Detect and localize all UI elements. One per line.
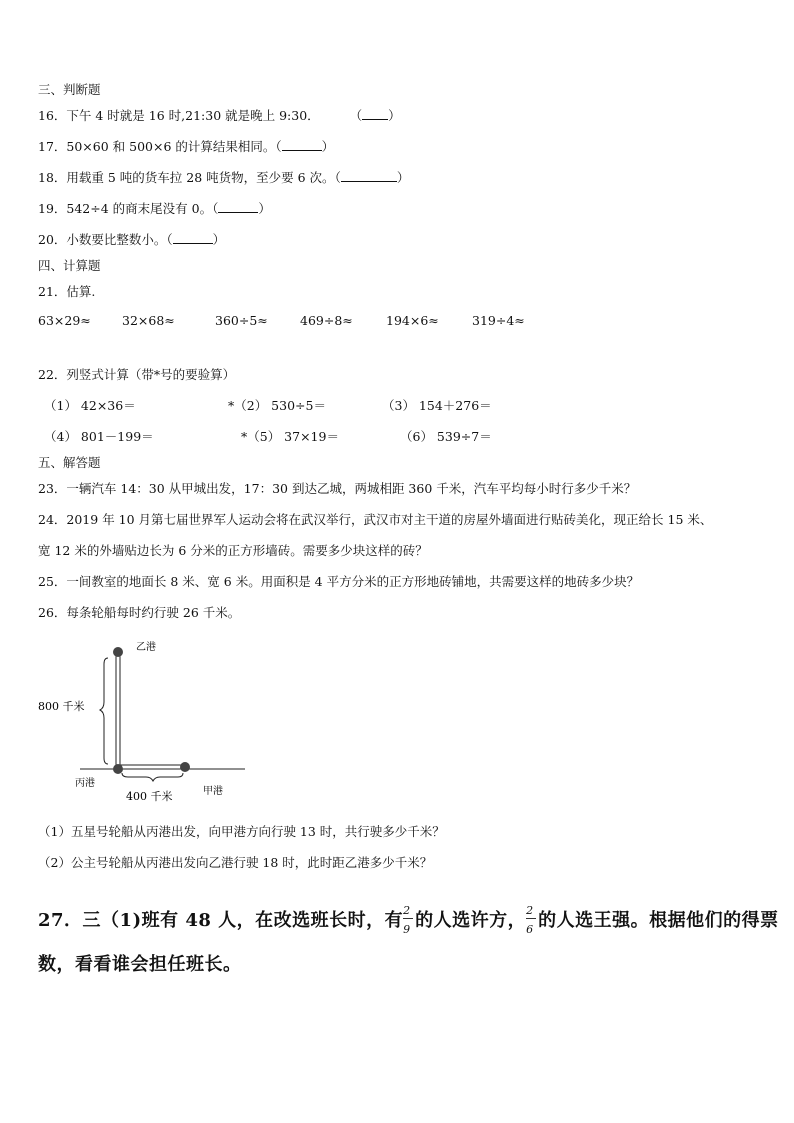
port-a-dot [180,762,190,772]
question-25: 25．一间教室的地面长 8 米、宽 6 米。用面积是 4 平方分米的正方形地砖铺地，共需要这样的地砖多少块？ [38,574,640,589]
port-c-dot [113,764,123,774]
question-27-part3: 的人选王强。根据他们的得票 [538,910,779,931]
horizontal-brace [122,773,183,781]
fraction-1-numerator: 2 [403,904,411,917]
horizontal-distance-label: 400 千米 [126,790,173,803]
port-route-diagram [30,630,260,810]
port-c-label: 丙港 [75,778,95,789]
question-17-text: 17．50×60 和 500×6 的计算结果相同。 [38,139,276,154]
fraction-1-bar [403,918,413,919]
question-19-text: 19．542÷4 的商末尾没有 0。 [38,201,213,216]
question-26-sub2: （2）公主号轮船从丙港出发向乙港行驶 18 时，此时距乙港多少千米？ [38,855,433,870]
vertical-calc-item: （3） 154＋276＝ [382,398,492,413]
vertical-calc-item: （6） 539÷7＝ [400,429,492,444]
vertical-calc-item: （1） 42×36＝ [44,398,136,413]
question-20-text: 20．小数要比整数小。 [38,232,167,247]
answer-blank-20[interactable] [173,232,213,244]
port-route-svg [30,630,260,810]
question-17 [38,137,334,155]
answer-blank-18[interactable] [341,170,397,182]
port-b-dot [113,647,123,657]
question-17-paren-open: （ [275,139,282,154]
port-a-label: 甲港 [203,786,223,797]
question-27-part2: 的人选许方， [415,910,527,931]
question-18 [38,168,409,186]
question-19 [38,199,271,217]
question-27-part1: 27．三（1)班有 48 人，在改选班长时，有 [38,910,404,931]
estimate-item: 63×29≈ [38,313,91,328]
fraction-2-bar [526,918,536,919]
question-26-sub1: （1）五星号轮船从丙港出发，向甲港方向行驶 13 时，共行驶多少千米？ [38,824,445,839]
vertical-calc-item: *（2） 530÷5＝ [228,398,326,413]
question-21-title: 21．估算. [38,284,96,299]
estimate-item: 469÷8≈ [300,313,353,328]
question-24-line1: 24．2019 年 10 月第七届世界军人运动会将在武汉举行，武汉市对主干道的房屋外墙面进行贴砖美化，现正给长 15 米、 [38,512,713,527]
question-20-paren-open: （ [166,232,173,247]
section-calc-heading: 四、计算题 [38,258,101,273]
question-16 [38,106,401,124]
question-17-paren-close: ） [321,139,335,154]
question-19-paren-open: （ [212,201,219,216]
estimate-item: 194×6≈ [386,313,439,328]
estimate-item: 32×68≈ [122,313,175,328]
question-27-line2: 数，看看谁会担任班长。 [38,954,242,975]
vertical-brace [100,658,108,764]
estimate-item: 319÷4≈ [472,313,525,328]
section-solve-heading: 五、解答题 [38,455,101,470]
question-18-paren-close: ） [396,170,410,185]
question-19-paren-close: ） [258,201,271,216]
question-20-paren-close: ） [212,232,226,247]
fraction-2-denominator: 6 [526,923,534,936]
answer-blank-17[interactable] [282,139,322,151]
fraction-1-denominator: 9 [403,923,411,936]
vertical-calc-item: （4） 801－199＝ [44,429,154,444]
question-18-text: 18．用载重 5 吨的货车拉 28 吨货物，至少要 6 次。 [38,170,335,185]
port-b-label: 乙港 [136,642,156,653]
question-18-paren-open: （ [334,170,341,185]
question-22-title: 22．列竖式计算（带*号的要验算） [38,367,236,382]
question-27-line1 [38,904,779,936]
answer-blank-19[interactable] [218,201,258,213]
question-16-text: 16．下午 4 时就是 16 时,21:30 就是晚上 9:30． [38,108,320,123]
question-16-paren-close: ） [388,108,401,123]
question-16-paren-open: （ [349,108,363,123]
estimate-item: 360÷5≈ [215,313,268,328]
question-24-line2: 宽 12 米的外墙贴边长为 6 分米的正方形墙砖。需要多少块这样的砖？ [38,543,428,558]
section-judge-heading: 三、判断题 [38,82,101,97]
fraction-2-numerator: 2 [526,904,534,917]
question-20 [38,230,225,248]
question-23: 23．一辆汽车 14：30 从甲城出发，17：30 到达乙城，两城相距 360 千米，汽车平均每小时行多少千米？ [38,481,637,496]
vertical-distance-label: 800 千米 [38,700,85,713]
answer-blank-16[interactable] [362,108,388,120]
question-26-title: 26．每条轮船每时约行驶 26 千米。 [38,605,241,620]
vertical-calc-item: *（5） 37×19＝ [241,429,339,444]
